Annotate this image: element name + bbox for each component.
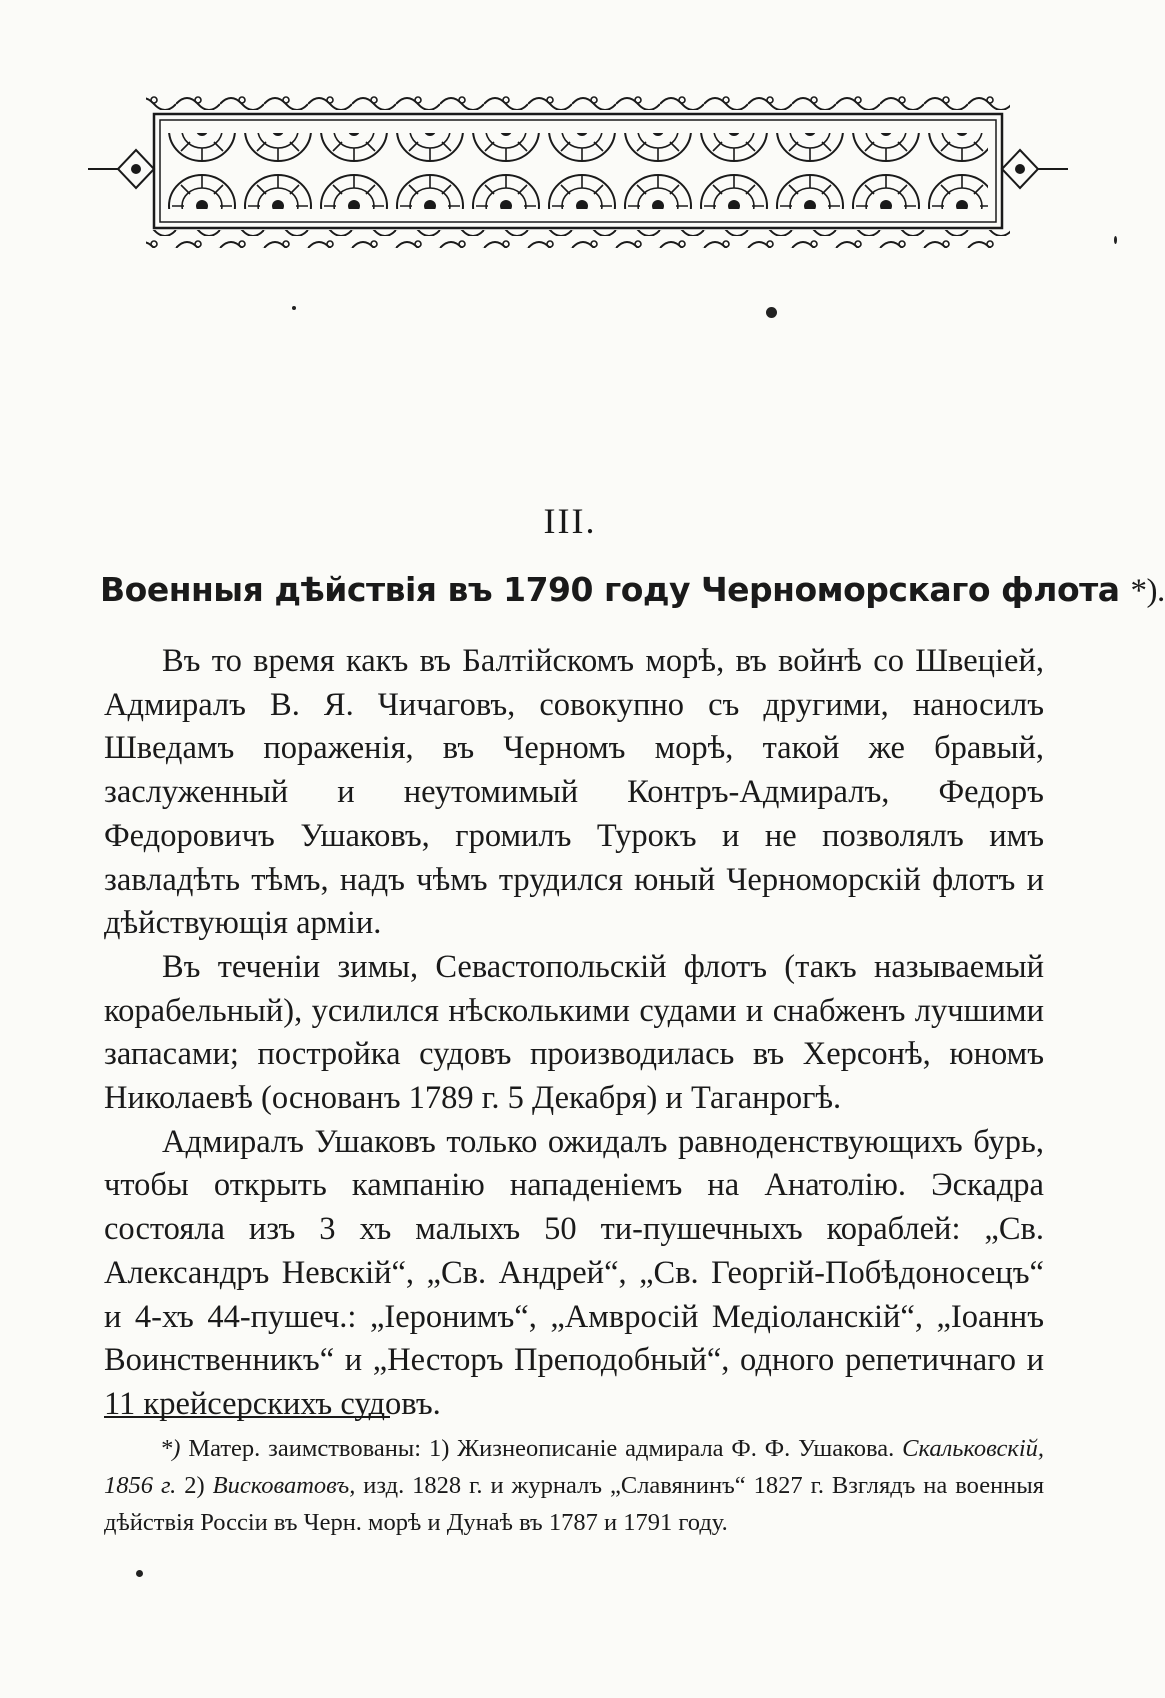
footnote (104, 1430, 1044, 1541)
chapter-title-text: Военныя дѣйствія въ 1790 году Черноморскаго флота (100, 570, 1120, 609)
paragraph: Въ теченіи зимы, Севастопольскій флотъ (такъ называемый корабельный), усилился нѣсколькими судами и снабженъ лучшими запасами; постройка судовъ производилась въ Херсонѣ, юномъ Николаевѣ (основанъ 1789 г. 5 Декабря) и Таганрогѣ. (104, 948, 1044, 1117)
footnote-text: изд. 1828 г. и журналъ „Славянинъ“ 1827 г. Взглядъ на военныя дѣйствія Россіи въ Черн. морѣ и Дунаѣ въ 1787 и 1791 году. (104, 1472, 1045, 1536)
print-speck (1114, 236, 1117, 244)
chapter-number: III. (543, 501, 597, 541)
footnote-text: 2) (184, 1472, 205, 1499)
footnote-divider (104, 1416, 390, 1418)
paragraph: Въ то время какъ въ Балтійскомъ морѣ, въ войнѣ со Швеціей, Адмиралъ В. Я. Чичаговъ, совокупно съ другими, наносилъ Шведамъ пораженія, въ Черномъ морѣ, такой же бравый, заслуженный и неутомимый Контръ-Адмиралъ, Федоръ Федоровичъ Ушаковъ, громилъ Турокъ и не позволялъ имъ завладѣть тѣмъ, надъ чѣмъ трудился юный Черноморскій флотъ и дѣйствующія арміи. (104, 643, 1044, 942)
ornamental-header-band (88, 92, 1068, 252)
footnote-citation: Висковатовъ, (212, 1472, 356, 1499)
chapter-title (100, 570, 1165, 610)
footnote-text: Матер. заимствованы: 1) Жизнеописаніе адмирала Ф. Ф. Ушакова. (188, 1435, 895, 1462)
body-text (104, 640, 1044, 1427)
print-speck (292, 306, 296, 310)
footnote-reference: *). (1130, 573, 1165, 609)
footnote-mark: *) (160, 1435, 181, 1462)
footnote-paragraph (104, 1430, 1044, 1541)
paragraph: Адмиралъ Ушаковъ только ожидалъ равноденствующихъ бурь, чтобы открыть кампанію нападеніемъ на Анатолію. Эскадра состояла изъ 3 хъ малыхъ 50 ти-пушечныхъ кораблей: „Св. Александръ Невскій“, „Св. Андрей“, „Св. Георгій-Побѣдоносецъ“ и 4-хъ 44-пушеч.: „Іеронимъ“, „Амвросій Медіоланскій“, „Іоаннъ Воинственникъ“ и „Несторъ Преподобный“, одного репетичнаго и 11 крейсерскихъ судовъ. (104, 1123, 1044, 1422)
print-speck (136, 1570, 143, 1577)
footnote-citation: Скальковскій, 1856 г. (104, 1435, 1045, 1499)
print-speck (766, 307, 777, 318)
